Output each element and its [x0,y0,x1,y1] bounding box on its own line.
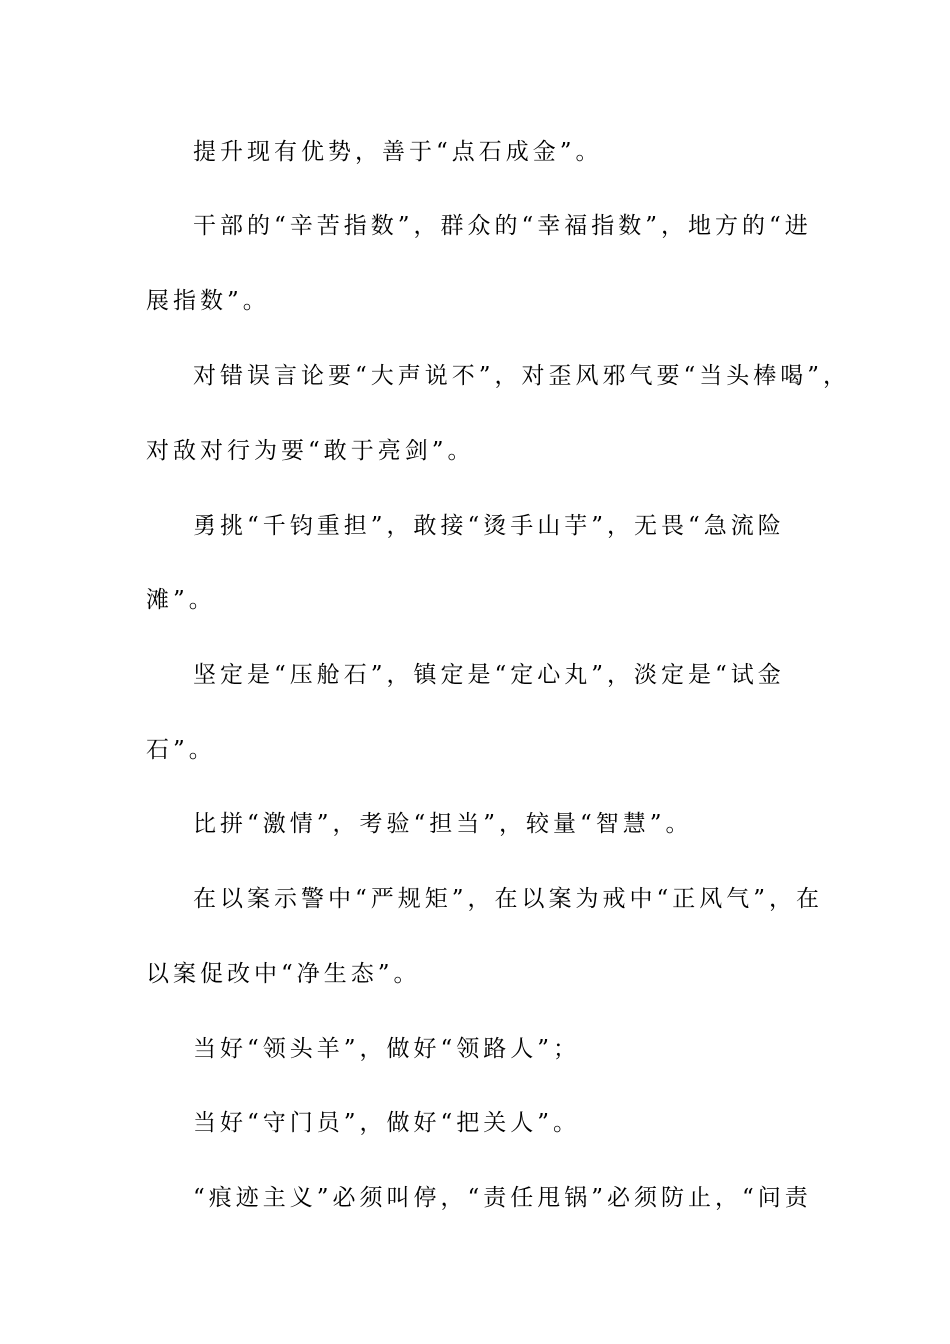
paragraph-line-9: 石”。 [146,737,216,763]
paragraph-line-5: 对敌对行为要“敢于亮剑”。 [146,438,475,464]
paragraph-line-10: 比拼“激情”，考验“担当”，较量“智慧”。 [193,811,693,837]
paragraph-line-11: 在以案示警中“严规矩”，在以案为戒中“正风气”，在 [193,886,824,912]
paragraph-line-15: “痕迹主义”必须叫停，“责任甩锅”必须防止，“问责 [193,1185,812,1211]
paragraph-line-13: 当好“领头羊”，做好“领路人”； [193,1036,581,1062]
paragraph-line-3: 展指数”。 [146,288,270,314]
paragraph-line-12: 以案促改中“净生态”。 [146,961,421,987]
paragraph-line-4: 对错误言论要“大声说不”，对歪风邪气要“当头棒喝”， [193,363,851,389]
paragraph-line-14: 当好“守门员”，做好“把关人”。 [193,1110,581,1136]
paragraph-line-8: 坚定是“压舱石”，镇定是“定心丸”，淡定是“试金 [193,662,785,688]
paragraph-line-1: 提升现有优势，善于“点石成金”。 [193,139,603,165]
paragraph-line-6: 勇挑“千钧重担”，敢接“烫手山芋”，无畏“急流险 [193,513,785,539]
paragraph-line-7: 滩”。 [146,587,216,613]
paragraph-line-2: 干部的“辛苦指数”，群众的“幸福指数”，地方的“进 [193,213,812,239]
